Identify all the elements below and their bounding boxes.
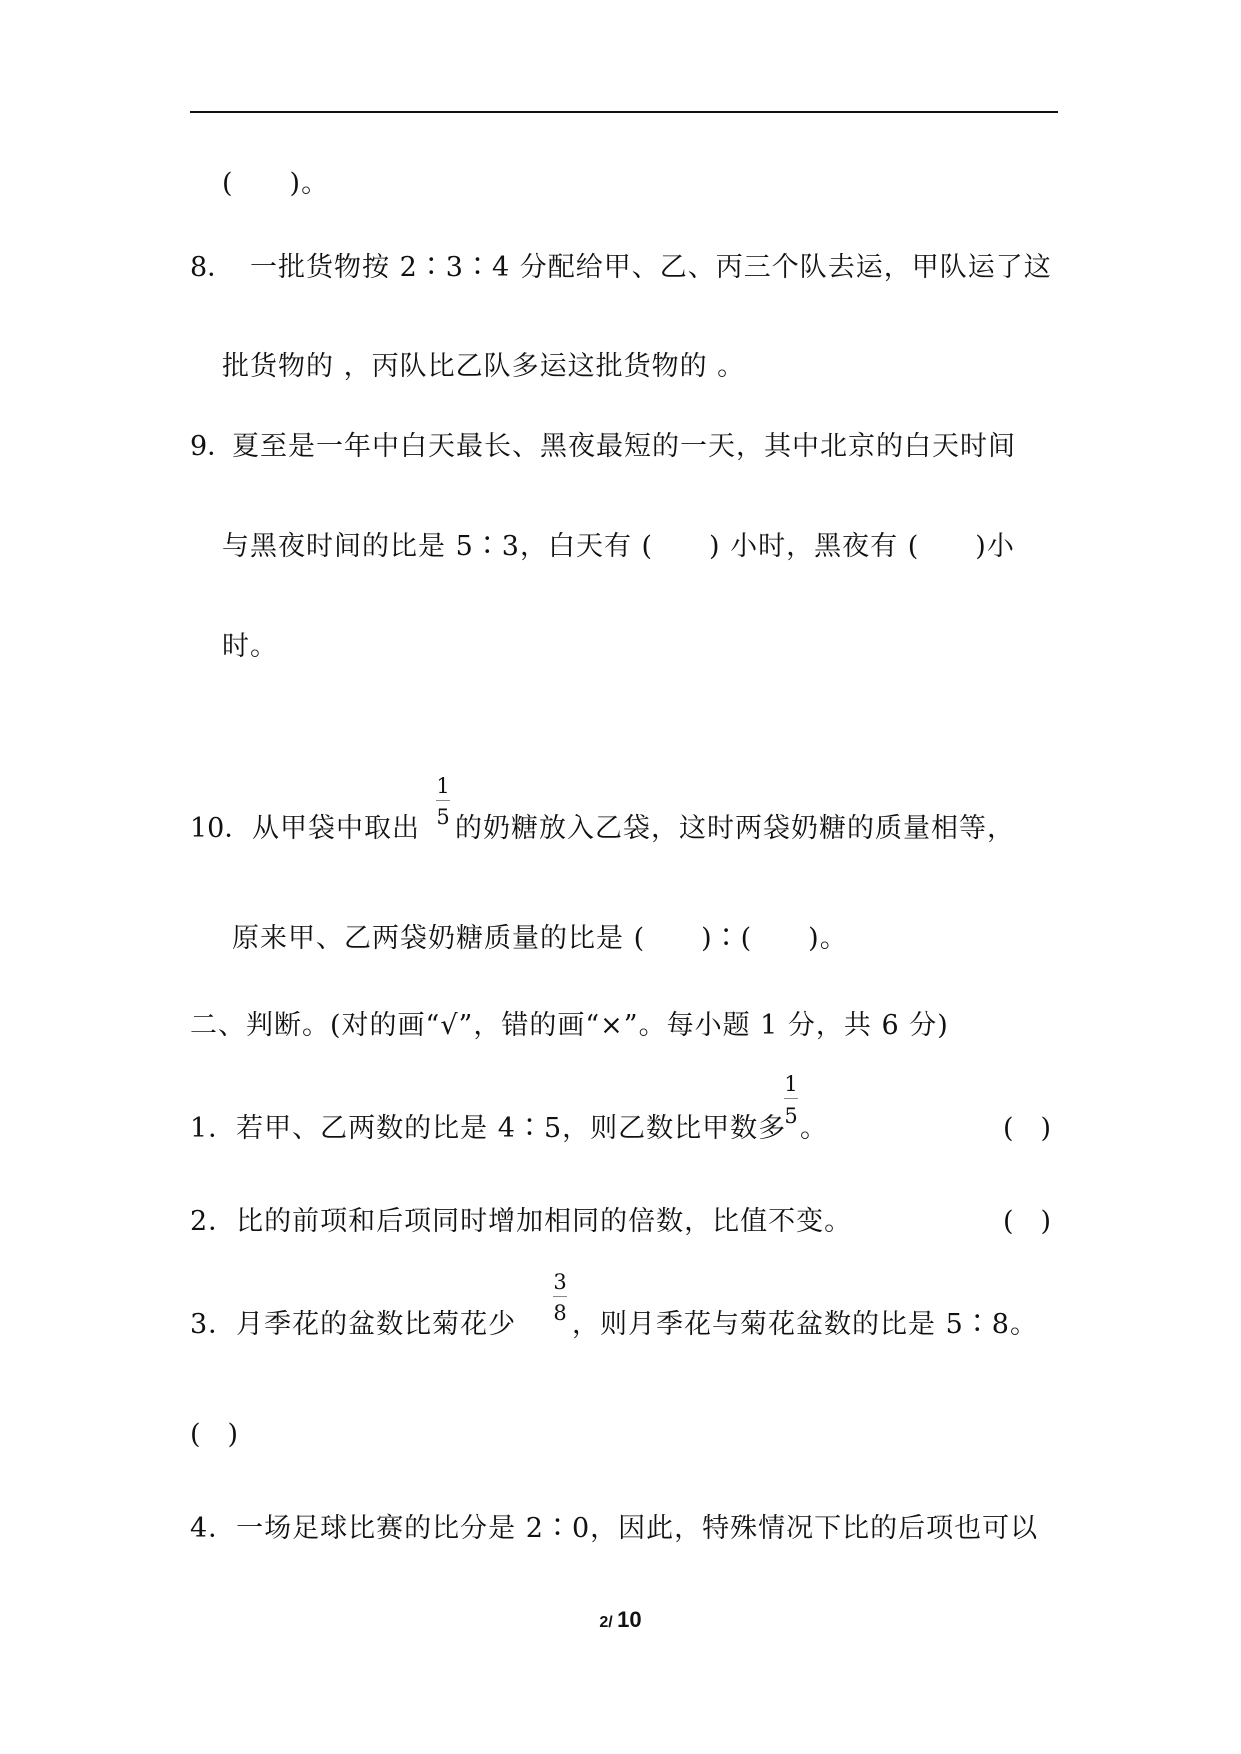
- judge-1-answer-paren: ( ): [1003, 1113, 1052, 1144]
- answer-blank-line: ( )。: [222, 168, 330, 199]
- fraction-numerator: 1: [784, 1072, 798, 1096]
- fraction-bar: [553, 1296, 567, 1297]
- question-10-text-b: 的奶糖放入乙袋，这时两袋奶糖的质量相等，: [455, 813, 1015, 844]
- fraction-denominator: 5: [436, 805, 450, 829]
- judge-1-text-b: 。: [800, 1113, 828, 1144]
- question-9-text-end: 时。: [222, 631, 278, 662]
- question-10-text-a: 从甲袋中取出: [252, 813, 420, 844]
- fraction-numerator: 3: [553, 1270, 567, 1294]
- page-number: 2/: [599, 1614, 613, 1631]
- fraction-bar: [436, 800, 450, 801]
- question-10-text-cont: 原来甲、乙两袋奶糖质量的比是 ( )∶( )。: [232, 923, 848, 954]
- judge-3-text-a: 3．月季花的盆数比菊花少: [190, 1309, 517, 1340]
- judge-2-text: 2．比的前项和后项同时增加相同的倍数，比值不变。: [190, 1206, 853, 1237]
- fraction-bar: [784, 1098, 798, 1099]
- judge-4-text: 4．一场足球比赛的比分是 2∶0，因此，特殊情况下比的后项也可以: [190, 1513, 1039, 1544]
- page-total: 10: [617, 1607, 642, 1632]
- question-9-text: 夏至是一年中白天最长、黑夜最短的一天，其中北京的白天时间: [232, 431, 1016, 462]
- header-rule: [190, 111, 1058, 113]
- judge-1-text-a: 1．若甲、乙两数的比是 4∶5，则乙数比甲数多: [190, 1113, 787, 1144]
- fraction-numerator: 1: [436, 774, 450, 798]
- question-8-text: 一批货物按 2∶3∶4 分配给甲、乙、丙三个队去运，甲队运了这: [250, 252, 1052, 283]
- judge-3-text-b: ，则月季花与菊花盆数的比是 5∶8。: [572, 1309, 1038, 1340]
- judge-3-answer-paren: ( ): [190, 1419, 239, 1450]
- question-9-number: 9．: [190, 431, 235, 462]
- judge-2-answer-paren: ( ): [1003, 1206, 1052, 1237]
- question-10-number: 10．: [190, 813, 252, 844]
- page-footer: [0, 1607, 1241, 1633]
- fraction-denominator: 5: [784, 1104, 798, 1128]
- question-9-text-cont: 与黑夜时间的比是 5∶3，白天有 ( ) 小时，黑夜有 ( )小: [222, 531, 1015, 562]
- section-2-heading: 二、判断。(对的画“√”，错的画“×”。每小题 1 分，共 6 分): [190, 1010, 949, 1041]
- fraction-denominator: 8: [553, 1301, 567, 1325]
- question-8-number: 8．: [190, 252, 235, 283]
- question-8-text-cont: 批货物的 ，丙队比乙队多运这批货物的 。: [222, 351, 746, 382]
